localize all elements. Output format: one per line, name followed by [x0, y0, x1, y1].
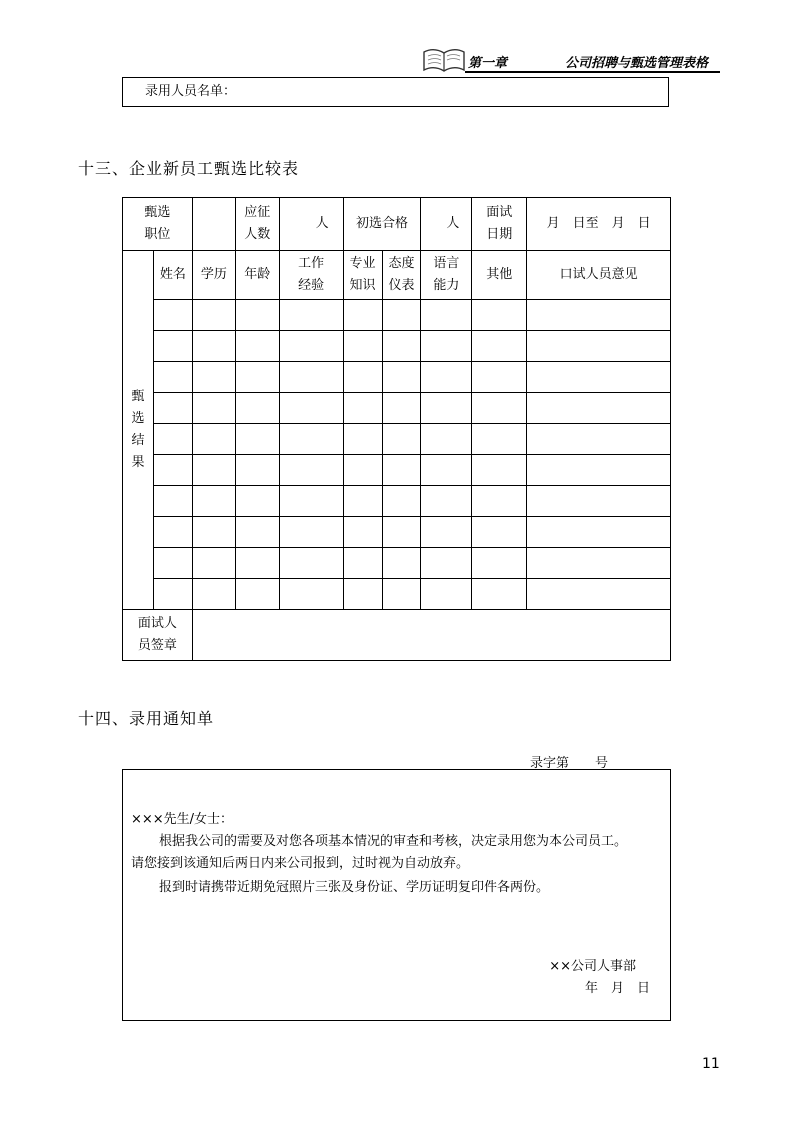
section-13-title: 十三、企业新员工甄选比较表 [78, 159, 300, 178]
table-row [123, 331, 671, 362]
table-cell[interactable] [343, 548, 382, 579]
table-cell[interactable] [527, 579, 671, 610]
table-cell[interactable] [279, 331, 343, 362]
table-row [123, 486, 671, 517]
notice-date: 年 月 日 [584, 981, 650, 996]
notice-department: ××公司人事部 [549, 959, 636, 974]
table-row [123, 455, 671, 486]
interviewer-signature-field[interactable] [192, 610, 670, 661]
table-cell[interactable] [153, 517, 192, 548]
table-cell[interactable] [153, 362, 192, 393]
notice-paragraph-1-cont: 请您接到该通知后两日内来公司报到，过时视为自动放弃。 [131, 856, 470, 871]
col-attitude-appearance: 态度 仪表 [382, 251, 421, 300]
table-cell[interactable] [153, 579, 192, 610]
col-language-ability: 语言 能力 [421, 251, 472, 300]
table-cell[interactable] [421, 424, 472, 455]
table-cell[interactable] [192, 362, 235, 393]
table-header-row-1 [123, 198, 671, 251]
table-cell[interactable] [279, 362, 343, 393]
table-cell[interactable] [192, 455, 235, 486]
table-cell[interactable] [527, 517, 671, 548]
table-cell[interactable] [472, 486, 527, 517]
page-number: 11 [702, 1056, 720, 1072]
table-cell[interactable] [527, 424, 671, 455]
table-row [123, 393, 671, 424]
table-cell[interactable] [421, 486, 472, 517]
table-cell[interactable] [153, 331, 192, 362]
table-cell[interactable] [235, 331, 279, 362]
table-cell[interactable] [527, 455, 671, 486]
table-cell[interactable] [382, 486, 421, 517]
table-cell[interactable] [235, 455, 279, 486]
interview-date-range: 月 日至 月 日 [527, 198, 671, 251]
notice-paragraph-2: 报到时请携带近期免冠照片三张及身份证、学历证明复印件各两份。 [159, 880, 550, 895]
table-cell[interactable] [235, 548, 279, 579]
table-cell[interactable] [421, 300, 472, 331]
table-cell[interactable] [472, 455, 527, 486]
table-cell[interactable] [192, 300, 235, 331]
table-cell[interactable] [421, 362, 472, 393]
col-other: 其他 [472, 251, 527, 300]
chapter-label: 第一章 [468, 56, 508, 71]
table-cell[interactable] [343, 455, 382, 486]
table-cell[interactable] [421, 393, 472, 424]
table-cell[interactable] [472, 579, 527, 610]
table-cell[interactable] [343, 486, 382, 517]
col-name: 姓名 [153, 251, 192, 300]
table-row [123, 517, 671, 548]
position-label: 甄选 职位 [123, 198, 193, 251]
shortlisted-label: 初选合格 [343, 198, 421, 251]
table-row [123, 424, 671, 455]
table-cell[interactable] [235, 579, 279, 610]
table-cell[interactable] [192, 548, 235, 579]
notice-paragraph-1: 根据我公司的需要及对您各项基本情况的审查和考核，决定录用您为本公司员工。 [159, 834, 628, 849]
selection-comparison-table [122, 197, 671, 661]
col-work-experience: 工作 经验 [279, 251, 343, 300]
table-cell[interactable] [343, 300, 382, 331]
table-cell[interactable] [153, 455, 192, 486]
selection-result-label: 甄 选 结 果 [123, 251, 154, 610]
table-cell[interactable] [382, 579, 421, 610]
table-cell[interactable] [279, 393, 343, 424]
open-book-icon [420, 46, 468, 74]
table-cell[interactable] [421, 548, 472, 579]
table-cell[interactable] [235, 300, 279, 331]
table-cell[interactable] [343, 579, 382, 610]
col-professional-knowledge: 专业 知识 [343, 251, 382, 300]
interviewer-signature-label: 面试人 员签章 [123, 610, 193, 661]
table-row [123, 362, 671, 393]
table-cell[interactable] [527, 393, 671, 424]
table-cell[interactable] [192, 486, 235, 517]
table-cell[interactable] [343, 424, 382, 455]
hired-list-box [122, 77, 669, 107]
table-cell[interactable] [235, 362, 279, 393]
table-cell[interactable] [153, 300, 192, 331]
table-cell[interactable] [421, 579, 472, 610]
table-cell[interactable] [472, 300, 527, 331]
table-header-row-2 [123, 251, 671, 300]
table-cell[interactable] [382, 548, 421, 579]
table-cell[interactable] [279, 579, 343, 610]
page-header [0, 44, 794, 74]
col-interviewer-opinion: 口试人员意见 [527, 251, 671, 300]
table-cell[interactable] [527, 300, 671, 331]
applicants-unit: 人 [279, 198, 343, 251]
table-cell[interactable] [472, 362, 527, 393]
table-cell[interactable] [279, 424, 343, 455]
table-cell[interactable] [472, 424, 527, 455]
table-cell[interactable] [382, 300, 421, 331]
table-row [123, 548, 671, 579]
table-cell[interactable] [153, 393, 192, 424]
table-cell[interactable] [527, 486, 671, 517]
table-cell[interactable] [421, 517, 472, 548]
interviewer-signature-row [123, 610, 671, 661]
table-cell[interactable] [472, 548, 527, 579]
table-cell[interactable] [235, 393, 279, 424]
table-cell[interactable] [279, 455, 343, 486]
table-cell[interactable] [527, 362, 671, 393]
table-cell[interactable] [235, 424, 279, 455]
table-row [123, 300, 671, 331]
table-cell[interactable] [279, 300, 343, 331]
table-cell[interactable] [382, 424, 421, 455]
table-cell[interactable] [343, 362, 382, 393]
table-cell[interactable] [153, 548, 192, 579]
table-cell[interactable] [472, 331, 527, 362]
table-cell[interactable] [421, 331, 472, 362]
table-cell[interactable] [382, 517, 421, 548]
table-cell[interactable] [192, 517, 235, 548]
table-row [123, 579, 671, 610]
table-cell[interactable] [343, 393, 382, 424]
table-cell[interactable] [382, 455, 421, 486]
shortlisted-unit: 人 [421, 198, 472, 251]
interview-date-label: 面试 日期 [472, 198, 527, 251]
applicants-label: 应征 人数 [235, 198, 279, 251]
col-age: 年龄 [235, 251, 279, 300]
table-cell[interactable] [192, 393, 235, 424]
table-cell[interactable] [192, 424, 235, 455]
table-cell[interactable] [343, 517, 382, 548]
col-education: 学历 [192, 251, 235, 300]
notice-number-label: 录字第 号 [530, 756, 609, 771]
table-cell[interactable] [279, 548, 343, 579]
table-cell[interactable] [192, 331, 235, 362]
table-cell[interactable] [527, 331, 671, 362]
table-cell[interactable] [382, 331, 421, 362]
table-cell[interactable] [192, 579, 235, 610]
table-cell[interactable] [382, 362, 421, 393]
table-cell[interactable] [153, 486, 192, 517]
table-cell[interactable] [279, 517, 343, 548]
header-title: 公司招聘与甄选管理表格 [565, 56, 709, 71]
table-cell[interactable] [153, 424, 192, 455]
position-value [192, 198, 235, 251]
table-cell[interactable] [235, 486, 279, 517]
table-cell[interactable] [382, 393, 421, 424]
table-cell[interactable] [343, 331, 382, 362]
table-cell[interactable] [279, 486, 343, 517]
table-cell[interactable] [472, 393, 527, 424]
notice-salutation: ×××先生/女士： [131, 812, 234, 827]
table-cell[interactable] [527, 548, 671, 579]
header-rule [465, 71, 720, 73]
hiring-notice-box [122, 769, 671, 1021]
table-cell[interactable] [235, 517, 279, 548]
hired-list-label: 录用人员名单： [145, 84, 237, 99]
table-cell[interactable] [421, 455, 472, 486]
section-14-title: 十四、录用通知单 [78, 709, 215, 728]
table-cell[interactable] [472, 517, 527, 548]
